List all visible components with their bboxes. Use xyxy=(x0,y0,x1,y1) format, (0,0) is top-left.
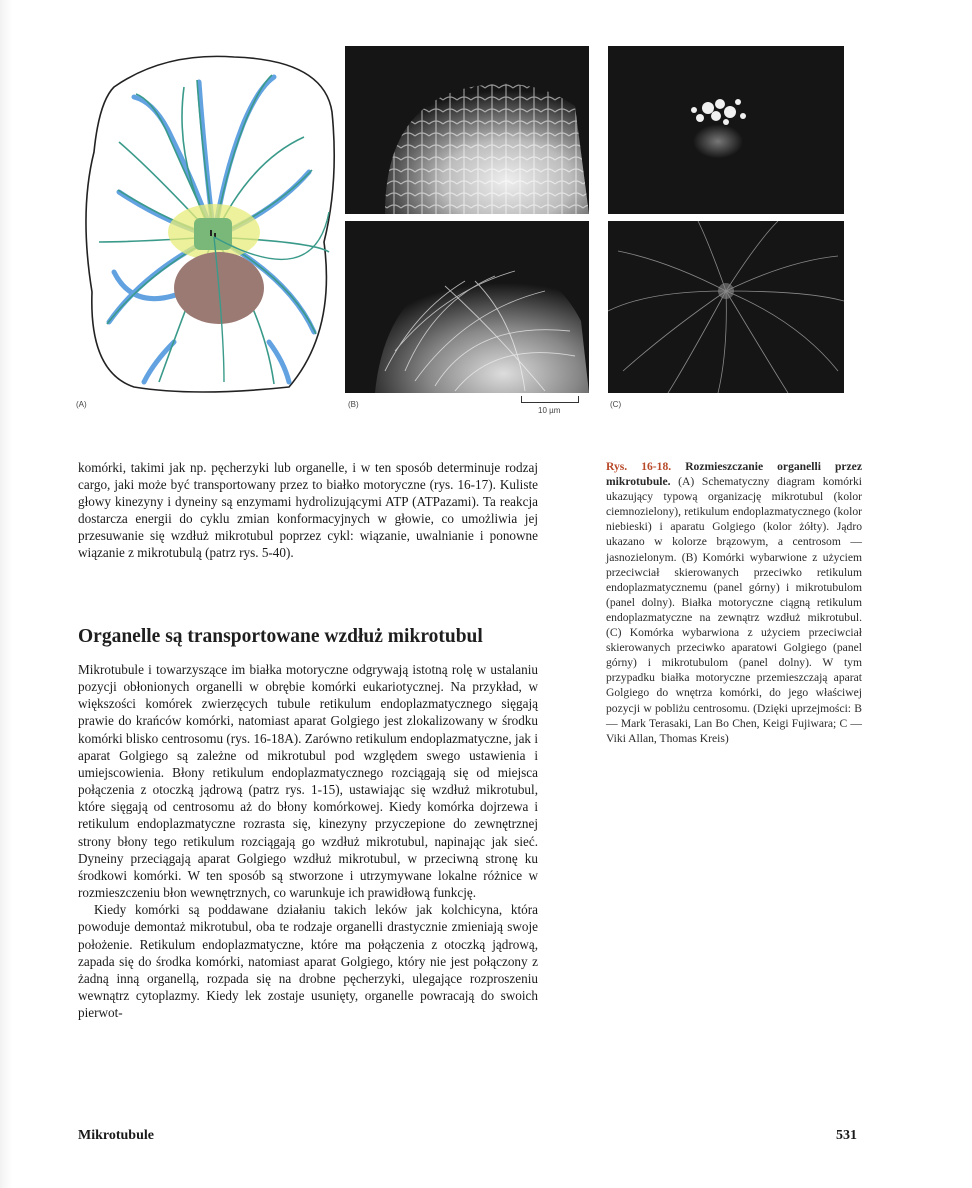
figure-panel-b-microtubule-micrograph xyxy=(345,221,589,393)
scan-edge-shadow xyxy=(0,0,12,1188)
caption-text: (A) Schematyczny diagram komórki ukazujący typową organizację mikrotubul (kolor ciemnozielony), retikulum endoplazmatycznego (kolor niebieski) i aparatu Golgiego (kolor żółty). Jądro ukazano w kolorze brązowym, a centrosom — jasnozielonym. (B) Komórki wybarwione z użyciem przeciwciał skierowanych przeciwko retikulum endoplazmatycznemu (panel górny) i mikrotubulom (panel dolny). Białka motoryczne ciągną retikulum endoplazmatyczne na zewnątrz wzdłuż mikrotubul. (C) Komórka wybarwiona z użyciem przeciwciał skierowanych przeciwko aparatowi Golgiego (panel górny) i mikrotubulom (panel dolny). W tym przypadku białka motoryczne przemieszczają aparat Golgiego do wnętrza komórki, do jego właściwej pozycji w pobliżu centrosomu. (Dzięki uprzejmości: B — Mark Terasaki, Lan Bo Chen, Keigi Fujiwara; C — Viki Allan, Thomas Kreis) xyxy=(606,475,862,745)
figure-panel-a-diagram xyxy=(74,42,344,397)
section-heading: Organelle są transportowane wzdłuż mikrotubul xyxy=(78,626,483,647)
page-number: 531 xyxy=(836,1128,857,1143)
panel-label-a: (A) xyxy=(76,400,87,409)
panel-label-b: (B) xyxy=(348,400,359,409)
scale-bar-label: 10 µm xyxy=(538,406,561,415)
figure-panel-c-golgi-micrograph xyxy=(608,46,844,214)
body-paragraph: Kiedy komórki są poddawane działaniu takich leków jak kolchicyna, która powoduje demontaż mikrotubul, oba te rodzaje organelli drastycznie zmieniają swoje położenie. Retikulum endoplazmatyczne, które ma połączenia z otoczką jądrową, zapada się do środka komórki, natomiast aparat Golgiego, który nie jest połączony z żadną inną organellą, rozpada się na drobne pęcherzyki, ulegające rozproszeniu wewnątrz cytoplazmy. Kiedy lek zostaje usunięty, organelle powracają do swoich pierwot- xyxy=(78,902,538,1021)
body-main xyxy=(78,661,538,1021)
caption-title: Rozmieszczanie organelli przez mikrotubule. xyxy=(606,460,862,489)
figure-panel-c-microtubule-micrograph xyxy=(608,221,844,393)
figure-caption xyxy=(606,459,862,746)
body-paragraph: Mikrotubule i towarzyszące im białka motoryczne odgrywają istotną rolę w ustalaniu pozycji obłonionych organelli w obrębie komórki eukariotycznej. Na przykład, w większości komórek zwierzęcych tubule retikulum endoplazmatycznego sięgają prawie do krańców komórki, natomiast aparat Golgiego jest zlokalizowany w środku komórki blisko centrosomu (rys. 16-18A). Zarówno retikulum endoplazmatyczne, jak i aparat Golgiego są zależne od mikrotubul pod względem swego ustawienia i umiejscowienia. Błony retikulum endoplazmatycznego rozciągają się od miejsca połączenia z otoczką jądrową (patrz rys. 1-15), ustawiając się wzdłuż mikrotubul, które sięgają od centrosomu aż do błony komórkowej. Kiedy komórka dojrzewa i retikulum endoplazmatyczne rozrasta się, kinezyny przyczepione do zewnętrznej strony błony tego retikulum rozciągają go wzdłuż mikrotubul, napinając jak sieć. Dyneiny przeciągają aparat Golgiego wzdłuż mikrotubul, w przeciwną stronę ku środkowi komórki. W ten sposób są stworzone i utrzymywane lokalne różnice w rozmieszczeniu błon wewnętrznych, co warunkuje ich prawidłową funkcję. xyxy=(78,662,538,901)
figure-panel-b-er-micrograph xyxy=(345,46,589,214)
body-paragraph-intro: komórki, takimi jak np. pęcherzyki lub organelle, i w ten sposób determinuje rodzaj cargo, jaki może być transportowany przez to białko motoryczne (rys. 16-17). Kuliste głowy kinezyny i dyneiny są enzymami hydrolizującymi ATP (ATPazami). Ta reakcja dostarcza energii do cyklu zmian konformacyjnych w głowie, co umożliwia jej przesuwanie się wzdłuż mikrotubul poprzez cykl: wiązanie, uwalnianie i ponowne wiązanie z mikrotubulą (patrz rys. 5-40). xyxy=(78,460,538,561)
running-footer-section: Mikrotubule xyxy=(78,1128,154,1143)
scale-bar xyxy=(521,396,579,403)
caption-figure-number: Rys. 16-18. xyxy=(606,460,672,473)
panel-label-c: (C) xyxy=(610,400,622,409)
